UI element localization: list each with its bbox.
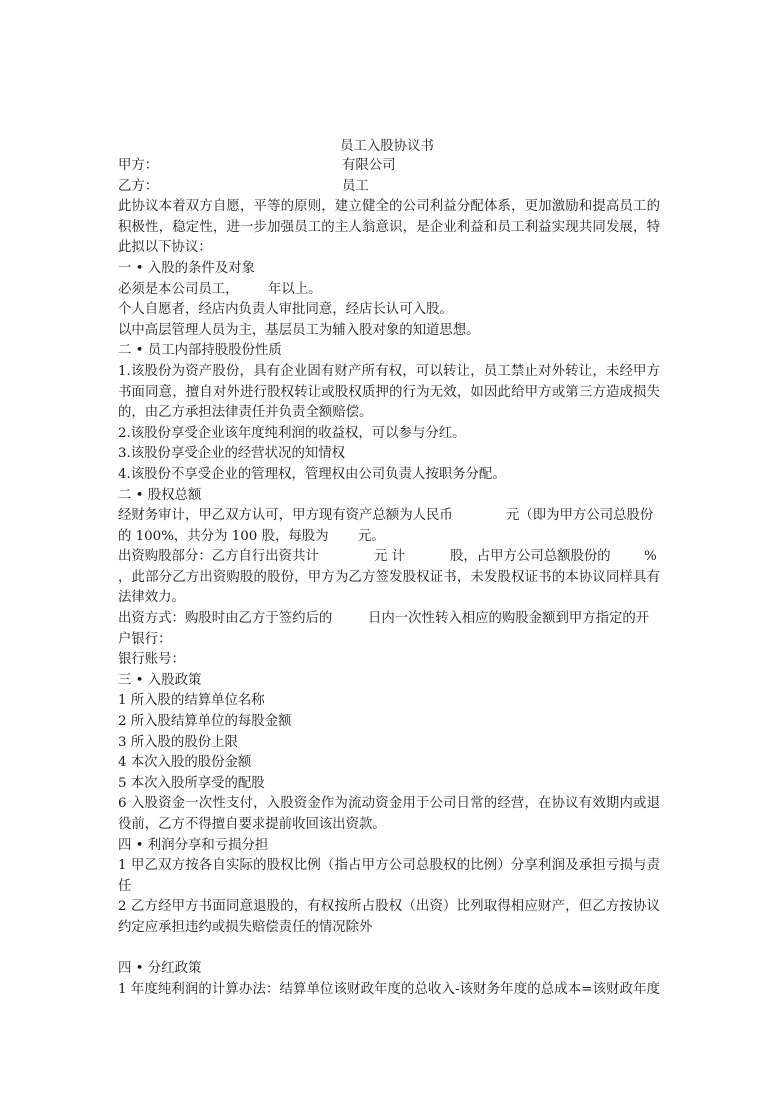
- equity-line: 户银行：: [118, 631, 172, 647]
- party-a-line: [118, 156, 660, 177]
- section-heading: 二 • 股权总额: [118, 487, 202, 503]
- equity-text: %: [644, 549, 657, 565]
- equity-line: 法律效力。: [118, 590, 185, 606]
- equity-line: 银行账号：: [118, 652, 185, 668]
- profit-line: 1 甲乙双方按各自实际的股权比例（指占甲方公司总股权的比例）分享利润及承担亏损与责: [118, 858, 660, 874]
- intro-line: 此拟以下协议：: [118, 240, 212, 256]
- party-a-label: 甲方：: [118, 158, 159, 173]
- condition-line: 以中高层管理人员为主，基层员工为辅入股对象的知道思想。: [118, 322, 480, 338]
- equity-text: 元（即为甲方公司总股份: [506, 508, 654, 524]
- dividend-line: 1 年度纯利润的计算办法：结算单位该财政年度的总收入-该财务年度的总成本=该财政年度: [118, 981, 660, 997]
- equity-text: 股，占甲方公司总额股份的: [450, 549, 611, 565]
- section-heading: 四 • 利润分享和亏损分担: [118, 837, 269, 853]
- equity-text: 元。: [358, 528, 385, 544]
- profit-line: 2 乙方经甲方书面同意退股的，有权按所占股权（出资）比列取得相应财产，但乙方按协议: [118, 899, 660, 915]
- condition-line: 个人自愿者，经店内负责人审批同意，经店长认可入股。: [118, 302, 453, 318]
- clause-line: 1.该股份为资产股份，具有企业固有财产所有权，可以转让，员工禁止对外转让，未经甲方: [118, 363, 660, 379]
- policy-item: 1 所入股的结算单位名称: [118, 693, 265, 709]
- intro-line: 此协议本着双方自愿，平等的原则，建立健全的公司利益分配体系，更加激励和提高员工的: [118, 199, 660, 215]
- party-b-value: 员工: [342, 178, 369, 194]
- profit-line: 任: [118, 878, 132, 894]
- section-heading: 二 • 员工内部持股股份性质: [118, 343, 282, 359]
- party-a-value: 有限公司: [342, 158, 396, 173]
- equity-line: [118, 547, 660, 568]
- clause-line: 3.该股份享受企业的经营状况的知情权: [118, 446, 346, 462]
- policy-item: 4 本次入股的股份金额: [118, 755, 252, 771]
- clause-line: 4.该股份不享受企业的管理权，管理权由公司负责人按职务分配。: [118, 466, 506, 482]
- equity-text: 的 100%，共分为 100 股，每股为: [118, 528, 329, 544]
- equity-line: [118, 506, 660, 527]
- section-heading: 一 • 入股的条件及对象: [118, 260, 255, 276]
- equity-line: [118, 527, 660, 548]
- party-b-line: [118, 177, 660, 198]
- policy-item: 3 所入股的股份上限: [118, 734, 238, 750]
- equity-text: 出资方式：购股时由乙方于签约后的: [118, 611, 333, 627]
- clause-line: 的，由乙方承担法律责任并负责全额赔偿。: [118, 405, 373, 421]
- profit-line: 约定应承担违约或损失赔偿责任的情况除外: [118, 919, 373, 935]
- clause-line: 书面同意，擅自对外进行股权转让或股权质押的行为无效，如因此给甲方或第三方造成损失: [118, 384, 660, 400]
- equity-line: ，此部分乙方出资购股的股份，甲方为乙方签发股权证书，未发股权证书的本协议同样具有: [118, 569, 660, 585]
- clause-line: 2.该股份享受企业该年度纯利润的收益权，可以参与分红。: [118, 425, 466, 441]
- section-heading: 四 • 分红政策: [118, 961, 202, 977]
- equity-text: 元 计: [374, 549, 406, 565]
- equity-line: [118, 609, 660, 630]
- party-b-label: 乙方：: [118, 178, 159, 194]
- policy-item: 2 所入股结算单位的每股金额: [118, 714, 292, 730]
- policy-item: 5 本次入股所享受的配股: [118, 775, 265, 791]
- condition-years: 年以上。: [268, 281, 322, 297]
- policy-item: 役前，乙方不得擅自要求提前收回该出资款。: [118, 817, 386, 832]
- document-body: [118, 156, 660, 1000]
- intro-line: 积极性，稳定性，进一步加强员工的主人翁意识，是企业利益和员工利益实现共同发展，特: [118, 219, 660, 235]
- equity-text: 日内一次性转入相应的购股金额到甲方指定的开: [368, 611, 650, 627]
- condition-line: [118, 280, 660, 301]
- document-title: 员工入股协议书: [340, 139, 434, 154]
- section-heading: 三 • 入股政策: [118, 672, 202, 688]
- equity-text: 出资购股部分：乙方自行出资共计: [118, 549, 319, 565]
- equity-text: 经财务审计，甲乙双方认可，甲方现有资产总额为人民币: [118, 508, 453, 524]
- blank-line: [118, 939, 660, 960]
- condition-text: 必须是本公司员工，: [118, 281, 239, 297]
- policy-item: 6 入股资金一次性支付，入股资金作为流动资金用于公司日常的经营，在协议有效期内或退: [118, 796, 660, 812]
